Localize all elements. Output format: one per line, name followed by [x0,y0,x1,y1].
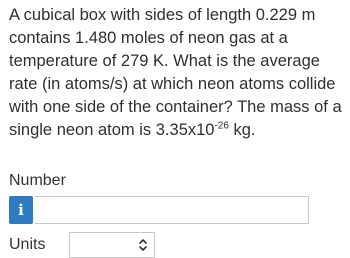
number-input[interactable] [35,196,309,224]
question-text [9,4,349,142]
question-tail-text: kg. [228,121,256,139]
question-main-text: A cubical box with sides of length 0.229 m contains 1.480 moles of neon gas at a temperature of 279 K. What is the average rate (in atoms/s) at which neon atoms collide with one side of the container? The mass of a single neon atom is 3.35x10 [9,6,342,139]
info-icon[interactable] [9,196,33,224]
question-exponent: -26 [214,120,229,132]
number-label: Number [9,172,66,189]
units-select[interactable] [69,232,155,258]
info-icon-glyph: i [18,200,24,219]
units-label: Units [9,236,46,253]
updown-chevron-icon [138,238,148,252]
